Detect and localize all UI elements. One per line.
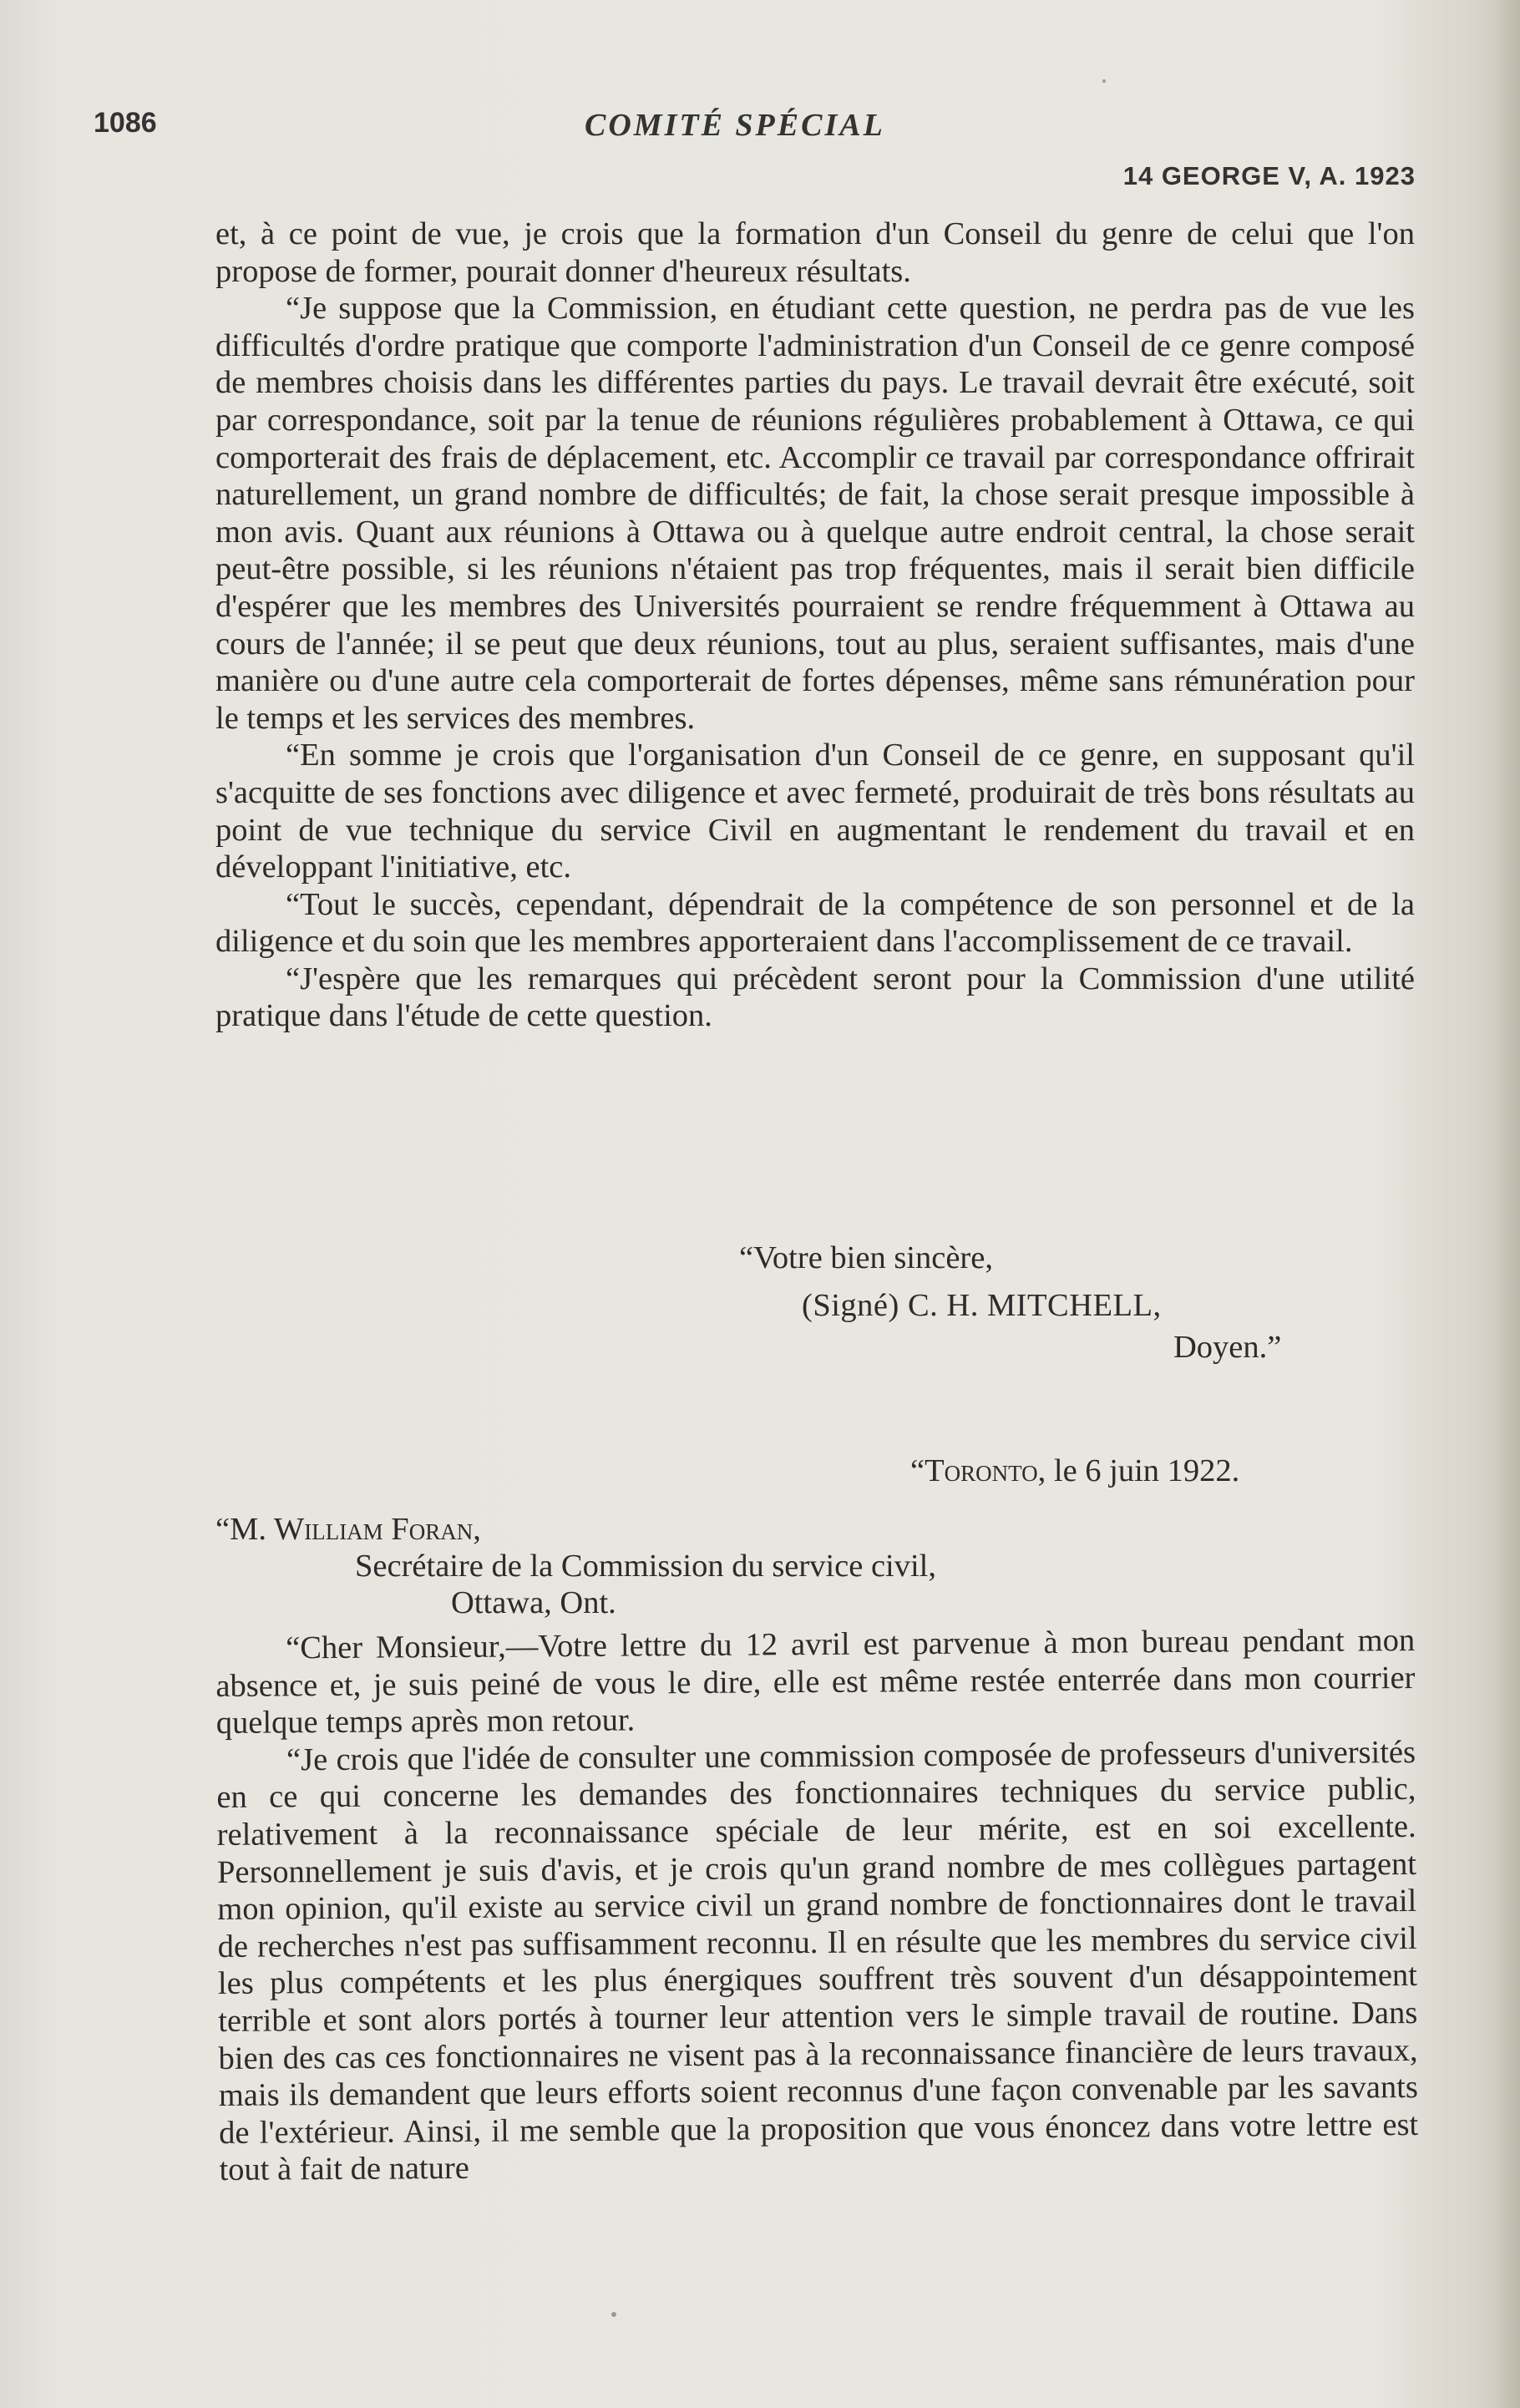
paragraph: “J'espère que les remarques qui précèdent seront pour la Commission d'une utilité pratique dans l'étude de cette question. [215,961,1415,1034]
addressee-city: Ottawa, Ont. [451,1585,616,1620]
addressee-title: Secrétaire de la Commission du service civil, [355,1549,937,1584]
page-number: 1086 [94,107,157,139]
addressee-name: “M. William Foran, [215,1512,481,1547]
dateline [910,1452,1239,1490]
session-reference: 14 GEORGE V, A. 1923 [1122,161,1416,190]
signatory-title: Doyen.” [1173,1330,1282,1365]
signature-line: (Signé) C. H. MITCHELL, [802,1288,1162,1323]
letter-2-body [215,1622,1419,2189]
page-edge-shadow [1492,0,1520,2408]
scan-speck [1102,79,1106,83]
letter-1-body [215,215,1415,1035]
scan-speck [611,2312,616,2317]
paragraph: “Cher Monsieur,—Votre lettre du 12 avril est parvenue à mon bureau pendant mon absence et, je suis peiné de vous le dire, elle est même restée enterrée dans mon courrier quelque temps après mon retour. [215,1622,1416,1741]
paragraph: et, à ce point de vue, je crois que la formation d'un Conseil du genre de celui que l'on propose de former, pourait donner d'heureux résultats. [215,216,1415,289]
closing-salutation: “Votre bien sincère, [739,1240,993,1275]
dateline-place: “Toronto, [910,1453,1046,1488]
dateline-date: le 6 juin 1922. [1053,1453,1240,1488]
paragraph: “Tout le succès, cependant, dépendrait de la compétence de son personnel et de la diligence et du soin que les membres apporteraient dans l'accomplissement de ce travail. [215,886,1415,960]
paragraph: “Je suppose que la Commission, en étudiant cette question, ne perdra pas de vue les difficultés d'ordre pratique que comporte l'administration d'un Conseil de ce genre composé de membres choisis dans les différentes parties du pays. Le travail devrait être exécuté, soit par correspondance, soit par la tenue de réunions régulières probablement à Ottawa, ce qui comporterait des frais de déplacement, etc. Accomplir ce travail par correspondance offrirait naturellement, un grand nombre de difficultés; de fait, la chose serait presque impossible à mon avis. Quant aux réunions à Ottawa ou à quelque autre endroit central, la chose serait peut-être possible, si les réunions n'étaient pas trop fréquentes, mais il serait bien difficile d'espérer que les membres des Universités pourraient se rendre fréquemment à Ottawa au cours de l'année; il se peut que deux réunions, tout au plus, seraient suffisantes, mais d'une manière ou d'une autre cela comporterait de fortes dépenses, même sans rémunération pour le temps et les services des membres. [215,291,1415,736]
running-title: COMITÉ SPÉCIAL [585,108,885,143]
paragraph: “Je crois que l'idée de consulter une commission composée de professeurs d'universités en ce qui concerne les demandes des fonctionnaires techniques du service public, relativement à la reconnaissance spéciale de leur mérite, est en soi excellente. Personnellement je suis d'avis, et je crois qu'un grand nombre de mes collègues partagent mon opinion, qu'il existe au service civil un grand nombre de fonctionnaires dont le travail de recherches n'est pas suffisamment reconnu. Il en résulte que les membres du service civil les plus compétents et les plus énergiques souffrent très souvent d'un désappointement terrible et sont alors portés à tourner leur attention vers le simple travail de routine. Dans bien des cas ces fonctionnaires ne visent pas à la reconnaissance financière de leurs travaux, mais ils demandent que leurs efforts soient reconnus d'une façon convenable par les savants de l'extérieur. Ainsi, il me semble que la proposition que vous énoncez dans votre lettre est tout à fait de nature [216,1734,1419,2188]
paragraph: “En somme je crois que l'organisation d'un Conseil de ce genre, en supposant qu'il s'acquitte de ses fonctions avec diligence et avec fermeté, produirait de très bons résultats au point de vue technique du service Civil en augmentant le rendement du travail et en développant l'initiative, etc. [215,738,1415,885]
